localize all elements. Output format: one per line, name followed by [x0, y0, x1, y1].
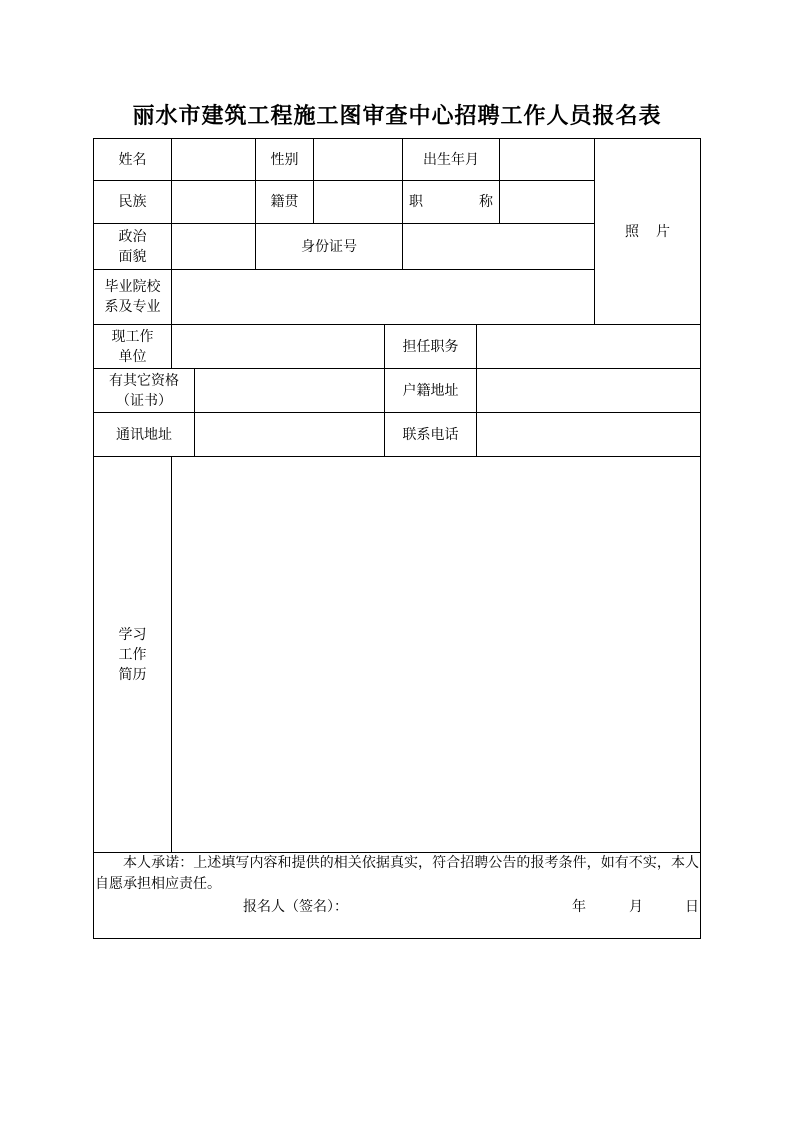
current-workplace-field[interactable]	[172, 325, 384, 368]
current-workplace-label-b: 单位	[118, 348, 147, 365]
other-qualifications-label-a: 有其它资格	[109, 372, 179, 389]
gender-field[interactable]	[314, 139, 402, 180]
political-status-label	[94, 224, 171, 269]
school-major-label	[94, 270, 171, 324]
table-border-bottom	[93, 938, 701, 939]
school-major-label-b: 系及专业	[104, 299, 161, 315]
name-label: 姓名	[118, 151, 147, 168]
native-place-field[interactable]	[314, 181, 402, 223]
school-major-field[interactable]	[172, 270, 594, 324]
political-status-label-a: 政治	[118, 228, 147, 245]
ethnicity-field[interactable]	[172, 181, 255, 223]
school-major-label-a: 毕业院校	[104, 279, 161, 295]
resume-label-b: 工作	[118, 646, 147, 663]
id-number-field[interactable]	[403, 224, 594, 269]
other-qualifications-label	[94, 369, 194, 412]
table-border-right	[700, 138, 701, 939]
signature-field[interactable]	[360, 895, 560, 919]
position-field[interactable]	[477, 325, 700, 368]
date-month-label: 月	[629, 899, 643, 915]
mailing-address-label: 通讯地址	[116, 426, 172, 443]
photo-label-b: 片	[656, 223, 670, 240]
form-title: 丽水市建筑工程施工图审查中心招聘工作人员报名表	[132, 103, 662, 129]
other-qualifications-label-b: （证书）	[116, 392, 172, 409]
native-place-label: 籍贯	[270, 194, 299, 210]
position-label: 担任职务	[402, 338, 459, 355]
id-number-label: 身份证号	[301, 238, 357, 255]
professional-title-field[interactable]	[500, 181, 594, 223]
birth-date-label: 出生年月	[423, 151, 479, 168]
ethnicity-label: 民族	[118, 194, 147, 210]
photo-label-a: 照	[625, 223, 639, 240]
political-status-label-b: 面貌	[118, 248, 147, 265]
household-address-label: 户籍地址	[402, 382, 459, 399]
resume-field[interactable]	[172, 457, 700, 852]
professional-title-label-b: 称	[479, 194, 493, 210]
phone-label: 联系电话	[402, 426, 459, 443]
photo-box[interactable]	[595, 139, 700, 324]
professional-title-label	[403, 181, 499, 223]
mailing-address-field[interactable]	[195, 413, 384, 456]
date-year-label: 年	[572, 899, 586, 915]
current-workplace-label-a: 现工作	[111, 328, 154, 345]
professional-title-label-a: 职	[409, 194, 423, 210]
resume-label-a: 学习	[118, 626, 147, 643]
resume-label-c: 简历	[118, 666, 147, 683]
other-qualifications-field[interactable]	[195, 369, 384, 412]
phone-field[interactable]	[477, 413, 700, 456]
resume-label	[94, 457, 171, 852]
current-workplace-label	[94, 325, 171, 368]
signature-label: 报名人（签名）：	[243, 899, 348, 915]
pledge-text: 本人承诺：上述填写内容和提供的相关依据真实，符合招聘公告的报考条件，如有不实，本人自愿承担相应责任。	[95, 855, 699, 892]
birth-date-field[interactable]	[500, 139, 594, 180]
political-status-field[interactable]	[172, 224, 255, 269]
gender-label: 性别	[270, 151, 299, 168]
name-field[interactable]	[172, 139, 255, 180]
date-day-label: 日	[685, 899, 699, 915]
household-address-field[interactable]	[477, 369, 700, 412]
